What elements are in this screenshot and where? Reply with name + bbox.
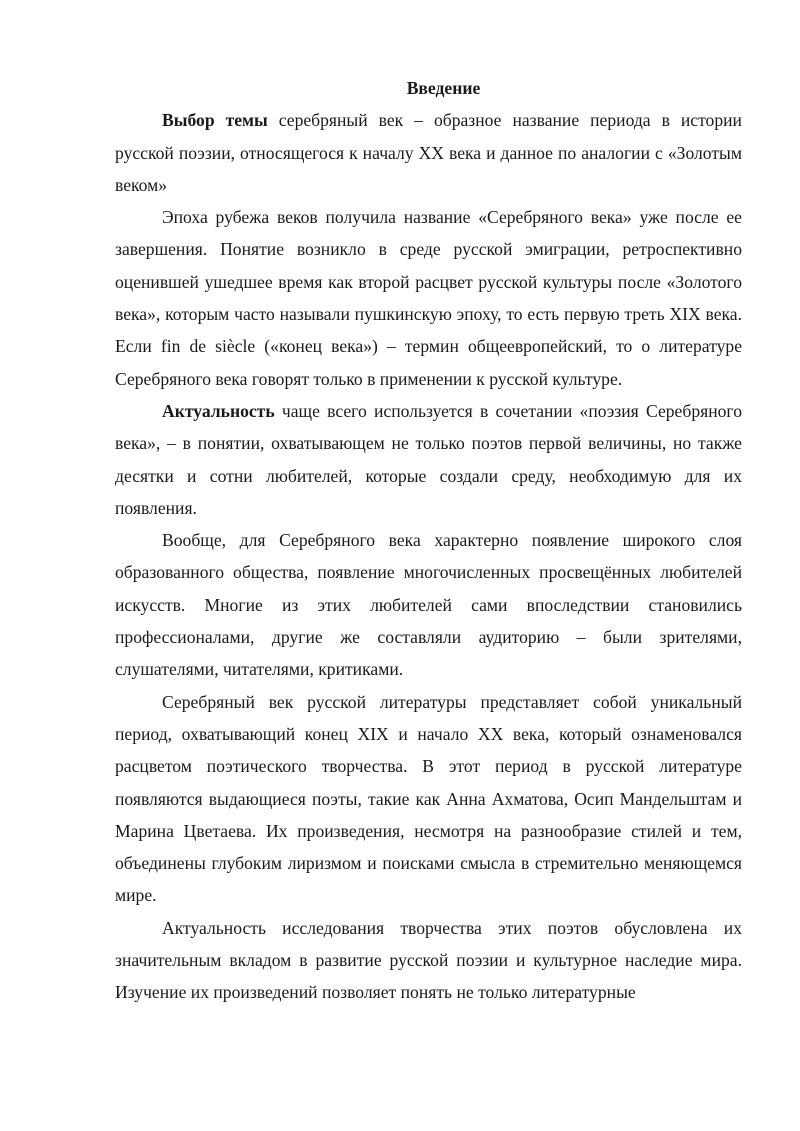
paragraph-text: Актуальность исследования творчества этих поэтов обусловлена их значительным вкладом в развитие русской поэзии и культурное наследие мира. Изучение их произведений позволяет понять не только литературные	[115, 917, 742, 1003]
paragraph-text: серебряный век – образное название периода в истории русской поэзии, относящегося к началу XX века и данное по аналогии с «Золотым веком»	[115, 110, 742, 195]
paragraph-topic-choice	[115, 104, 742, 201]
page-title: Введение	[406, 78, 481, 98]
paragraph-society	[115, 524, 742, 685]
paragraph-silver-age	[115, 686, 742, 912]
paragraph-text: Эпоха рубежа веков получила название «Серебряного века» уже после ее завершения. Понятие возникло в среде русской эмиграции, ретроспективно оценившей ушедшее время как второй расцвет русской культуры после «Золотого века», которым часто называли пушкинскую эпоху, то есть первую треть XIX века. Если fin de siècle («конец века») – термин общеевропейский, то о литературе Серебряного века говорят только в применении к русской культуре.	[115, 207, 742, 389]
paragraph-research-relevance	[115, 912, 742, 1009]
paragraph-relevance	[115, 395, 742, 524]
paragraph-text: Серебряный век русской литературы представляет собой уникальный период, охватывающий конец XIX и начало XX века, который ознаменовался расцветом поэтического творчества. В этот период в русской литературе появляются выдающиеся поэты, такие как Анна Ахматова, Осип Мандельштам и Марина Цветаева. Их произведения, несмотря на разнообразие стилей и тем, объединены глубоким лиризмом и поисками смысла в стремительно меняющемся мире.	[115, 691, 742, 906]
paragraph-era	[115, 201, 742, 395]
paragraph-text: Вообще, для Серебряного века характерно появление широкого слоя образованного общества, появление многочисленных просвещённых любителей искусств. Многие из этих любителей сами впоследствии становились профессионалами, другие же составляли аудиторию – были зрителями, слушателями, читателями, критиками.	[115, 530, 742, 680]
document-body	[115, 72, 742, 1009]
paragraph-lead: Актуальность	[162, 400, 275, 421]
paragraph-text: чаще всего используется в сочетании «поэзия Серебряного века», – в понятии, охватывающем не только поэтов первой величины, но также десятки и сотни любителей, которые создали среду, необходимую для их появления.	[115, 400, 742, 518]
paragraph-lead: Выбор темы	[162, 110, 268, 131]
